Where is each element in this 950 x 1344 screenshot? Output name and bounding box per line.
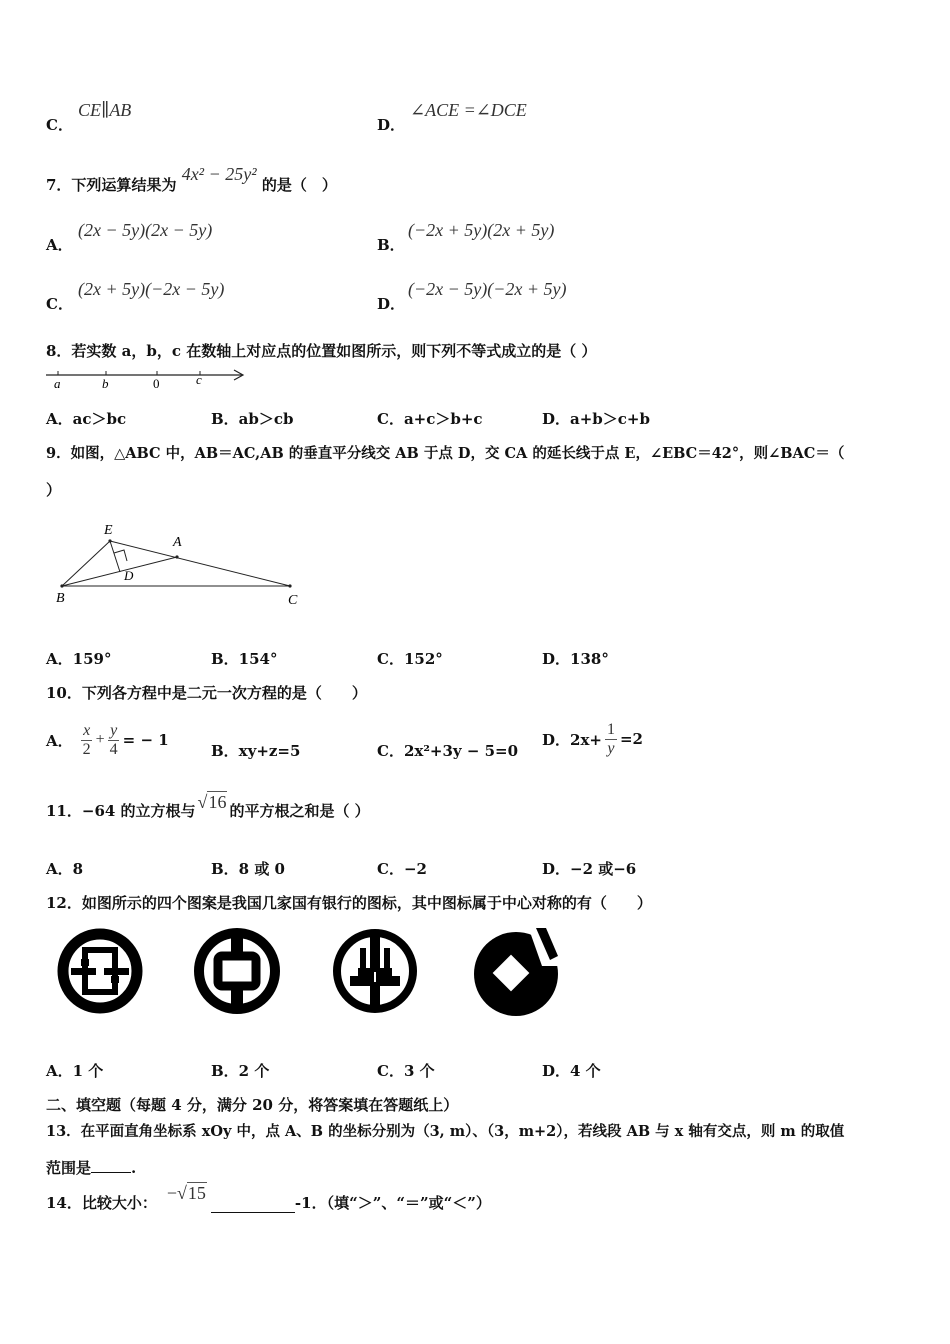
axis-label-a: a [54, 376, 61, 391]
q10-option-a-frac1 [81, 722, 93, 759]
q10-option-d-tail: =2 [619, 730, 643, 748]
q13-line1: 13．在平面直角坐标系 xOy 中，点 A、B 的坐标分别为（3, m）、（3，m+2），若线段 AB 与 x 轴有交点，则 m 的取值 [46, 1123, 845, 1140]
q10-option-a-plus: + [95, 731, 105, 748]
bank-logo-boc [192, 926, 282, 1016]
q10-option-d-frac [605, 721, 617, 758]
q12-option-b: B．2 个 [211, 1062, 270, 1080]
q9-option-a: A．159° [46, 650, 112, 668]
q14-minus: − [166, 1183, 178, 1203]
q8-number-line [44, 364, 254, 394]
q6-option-c-label: C． [46, 116, 73, 134]
q7-option-d-label: D． [377, 295, 406, 313]
frac2-denominator: 4 [109, 740, 118, 758]
q11-stem [46, 792, 370, 821]
segment-be [62, 541, 110, 586]
q8-option-d: D．a+b＞c+b [542, 410, 650, 428]
q6-option-c-math: CE∥AB [78, 100, 132, 120]
point-a [175, 555, 178, 558]
q9-stem-line2: ） [46, 481, 62, 499]
q10-option-a [46, 718, 169, 762]
q7-option-a-label: A． [46, 236, 73, 254]
q7-stem [46, 164, 337, 195]
q13-line2-post: . [131, 1159, 137, 1177]
q6-option-c [46, 114, 73, 135]
segment-ec [110, 541, 290, 586]
bank-logo-icbc [55, 926, 145, 1016]
q8-option-b: B．ab＞cb [211, 410, 294, 428]
q14-post: -1．（填“＞”、“＝”或“＜”） [294, 1194, 491, 1212]
q7-option-c-math: (2x + 5y)(−2x − 5y) [78, 279, 225, 299]
label-e: E [104, 523, 113, 538]
point-e [108, 539, 111, 542]
q11-option-c: C．−2 [377, 860, 427, 878]
bank-logo-abc [330, 926, 420, 1016]
fracd-denominator: y [607, 739, 615, 757]
q8-option-c: C．a+c＞b+c [377, 410, 483, 428]
frac2-numerator: y [110, 721, 118, 739]
q8-stem: 8．若实数 a，b，c 在数轴上对应点的位置如图所示，则下列不等式成立的是（ ） [46, 342, 597, 360]
q14-sqrt-radicand: 15 [187, 1183, 206, 1203]
q7-stem-math: 4x² − 25y² [181, 164, 257, 184]
q7-option-b-math: (−2x + 5y)(2x + 5y) [408, 220, 555, 240]
section-2-heading: 二、填空题（每题 4 分，满分 20 分，将答案填在答题纸上） [46, 1096, 459, 1114]
q9-option-d: D．138° [542, 650, 609, 668]
q11-stem-post: 的平方根之和是（ ） [229, 802, 370, 820]
axis-label-c: c [196, 372, 202, 387]
fracd-numerator: 1 [606, 720, 615, 738]
q10-option-c: C．2x²+3y − 5=0 [377, 742, 519, 760]
q12-option-d: D．4 个 [542, 1062, 601, 1080]
frac1-numerator: x [83, 721, 91, 739]
q6-option-d-math: ∠ACE =∠DCE [410, 100, 527, 120]
frac1-denominator: 2 [82, 740, 91, 758]
q7-option-d-math: (−2x − 5y)(−2x + 5y) [408, 279, 567, 299]
q9-option-b: B．154° [211, 650, 278, 668]
point-b [60, 584, 63, 587]
q12-stem: 12．如图所示的四个图案是我国几家国有银行的图标，其中图标属于中心对称的有（ ） [46, 894, 652, 912]
q14-answer-blank[interactable] [211, 1212, 295, 1213]
q10-option-b: B．xy+z=5 [211, 742, 301, 760]
q12-option-c: C．3 个 [377, 1062, 435, 1080]
label-c: C [288, 593, 298, 608]
axis-label-zero: 0 [153, 376, 160, 391]
bank-logo-ccb [470, 926, 562, 1018]
label-a: A [173, 535, 182, 550]
q14-stem [46, 1183, 491, 1213]
q6-option-d [377, 114, 405, 135]
q11-option-b: B．8 或 0 [211, 860, 285, 878]
point-c [288, 584, 291, 587]
q10-option-a-label: A． [46, 731, 73, 750]
q13-answer-blank[interactable] [91, 1172, 131, 1173]
q10-option-d-pre: D．2x+ [542, 730, 602, 749]
q7-stem-post: 的是（ ） [261, 176, 337, 194]
q10-option-a-tail: = − 1 [122, 731, 169, 749]
q13-line2-pre: 范围是 [46, 1159, 92, 1177]
q10-option-a-frac2 [108, 722, 120, 759]
q9-option-c: C．152° [377, 650, 443, 668]
q9-triangle-figure [50, 518, 310, 610]
q10-option-d [542, 714, 643, 764]
segment-ed [110, 541, 120, 572]
q7-option-b-label: B． [377, 236, 405, 254]
q11-sqrt: √16 [197, 792, 227, 812]
q11-option-a: A．8 [46, 860, 84, 878]
q12-option-a: A．1 个 [46, 1062, 104, 1080]
q11-sqrt-radicand: 16 [208, 792, 227, 812]
label-b: B [56, 591, 65, 606]
label-d: D [124, 568, 134, 583]
q14-neg-sqrt: −√15 [166, 1183, 206, 1203]
q13-line2 [46, 1157, 136, 1178]
q11-option-d: D．−2 或−6 [542, 860, 637, 878]
q7-option-a-math: (2x − 5y)(2x − 5y) [78, 220, 213, 240]
q10-stem: 10．下列各方程中是二元一次方程的是（ ） [46, 684, 367, 702]
q14-pre: 14．比较大小： [46, 1194, 157, 1212]
q11-stem-pre: 11．−64 的立方根与 [46, 802, 196, 820]
q8-option-a: A．ac＞bc [46, 410, 127, 428]
q7-option-c-label: C． [46, 295, 73, 313]
q6-option-d-label: D． [377, 116, 406, 134]
q9-stem-line1: 9．如图，△ABC 中，AB＝AC,AB 的垂直平分线交 AB 于点 D，交 CA 的延长线于点 E，∠EBC＝42°，则∠BAC＝（ [46, 445, 845, 462]
q7-stem-pre: 7．下列运算结果为 [46, 176, 177, 194]
axis-label-b: b [102, 376, 109, 391]
